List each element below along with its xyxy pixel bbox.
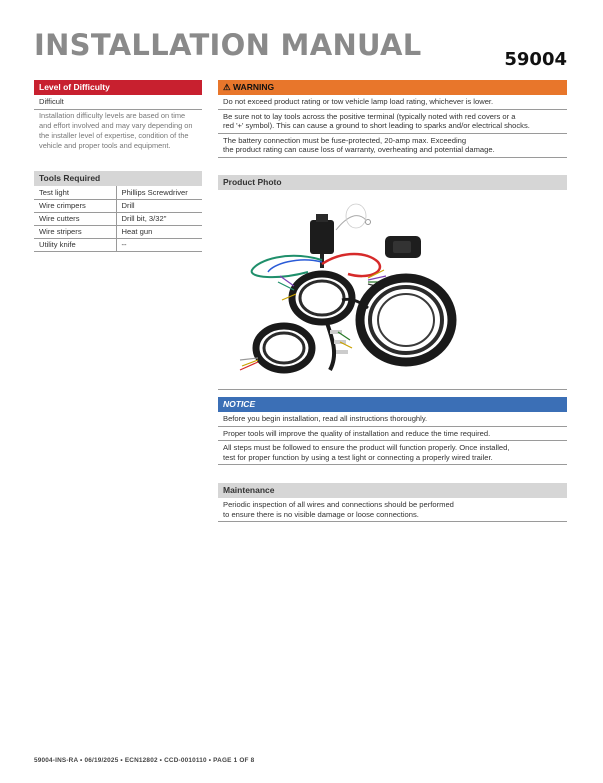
notice-text: Before you begin installation, read all instructions thoroughly. [223,414,428,423]
tools-table [34,186,202,252]
wiring-harness-image [218,190,567,390]
product-photo [218,190,567,390]
warning-triangle-icon: ⚠ [223,82,231,92]
table-row [34,186,202,199]
difficulty-description-line: vehicle and proper tools and equipment. [39,141,171,151]
product-photo-section [218,175,567,390]
part-number: 59004 [504,49,567,70]
tool-cell: Heat gun [116,225,202,238]
difficulty-level: Difficult [34,95,202,110]
warning-item [218,134,567,158]
warning-text: the product rating can cause loss of warranty, overheating and potential damage. [223,145,495,155]
tools-heading: Tools Required [34,171,202,186]
warning-heading-bar [218,80,567,95]
warning-text: red '+' symbol). This can cause a ground to short leading to sparks and/or electrical shocks. [223,121,530,131]
difficulty-description-line: and effort involved and may vary depending on [39,120,193,130]
maintenance-text: to ensure there is no visible damage or loose connections. [223,509,419,519]
warning-text: Be sure not to lay tools across the positive terminal (typically noted with red covers or a [223,111,516,121]
tool-cell: Wire stripers [34,225,116,238]
table-row [34,199,202,212]
tool-cell: Wire cutters [34,212,116,225]
difficulty-description-line: the installer level of expertise, condition of the [39,131,189,140]
notice-text: test for proper function by using a test light or connecting a properly wired trailer. [223,452,493,462]
table-row [34,225,202,238]
table-row [34,212,202,225]
warning-text: The battery connection must be fuse-protected, 20-amp max. Exceeding [223,135,467,145]
difficulty-description [34,110,202,152]
tool-cell: Wire crimpers [34,199,116,212]
notice-heading: NOTICE [218,397,567,412]
warning-item [218,110,567,134]
warning-section [218,80,567,158]
maintenance-section [218,483,567,522]
notice-text: All steps must be followed to ensure the product will function properly. Once installed, [223,443,510,453]
tool-cell: Utility knife [34,238,116,251]
warning-text: Do not exceed product rating or tow vehicle lamp load rating, whichever is lower. [223,97,494,106]
tools-section [34,171,202,252]
difficulty-description-line: Installation difficulty levels are based on time [39,110,186,120]
product-photo-heading: Product Photo [218,175,567,190]
notice-item [218,412,567,427]
notice-text: Proper tools will improve the quality of installation and reduce the time required. [223,428,491,438]
notice-section [218,397,567,465]
warning-heading: WARNING [233,82,275,92]
tool-cell: Drill [116,199,202,212]
tool-cell: Test light [34,186,116,199]
tool-cell: -- [116,238,202,251]
maintenance-heading: Maintenance [218,483,567,498]
notice-item [218,441,567,465]
tool-cell: Phillips Screwdriver [116,186,202,199]
page-footer: 59004-INS-RA • 06/19/2025 • ECN12802 • CCD-0010110 • PAGE 1 OF 8 [34,757,255,764]
difficulty-heading: Level of Difficulty [34,80,202,95]
maintenance-item [218,498,567,522]
tool-cell: Drill bit, 3/32" [116,212,202,225]
maintenance-text: Periodic inspection of all wires and connections should be performed [223,500,454,509]
difficulty-section [34,80,202,151]
table-row [34,238,202,251]
warning-item [218,95,567,110]
manual-title: INSTALLATION MANUAL [34,28,422,62]
notice-item [218,427,567,442]
